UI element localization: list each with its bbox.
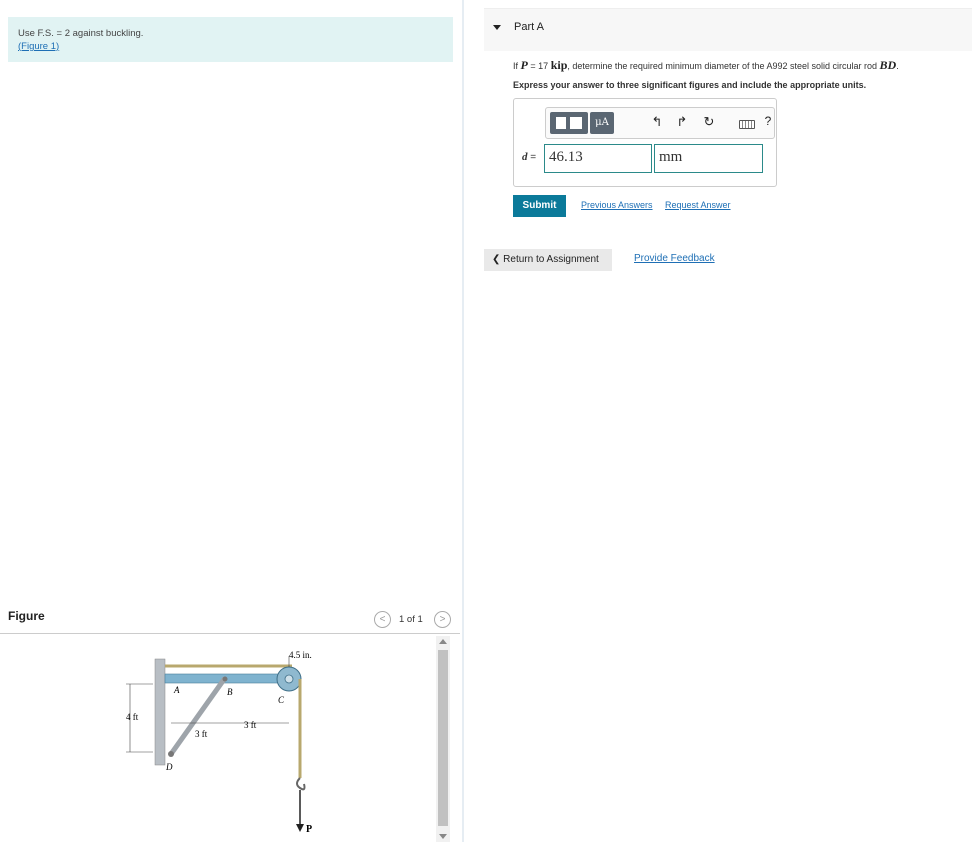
question-text: If P = 17 kip, determine the required minimum diameter of the A992 steel solid circular rod BD.	[513, 58, 899, 72]
keyboard-icon[interactable]	[739, 120, 755, 129]
label-3ft-left: 3 ft	[195, 729, 208, 739]
scroll-down-icon[interactable]	[439, 834, 447, 839]
problem-intro	[8, 17, 453, 62]
pin-b	[223, 677, 228, 682]
label-3ft-right: 3 ft	[244, 720, 257, 730]
undo-icon[interactable]: ↰	[651, 114, 663, 129]
units-button[interactable]: μA	[590, 112, 614, 134]
crane-diagram	[8, 638, 434, 842]
figure-image	[8, 638, 434, 842]
caret-down-icon	[493, 25, 501, 30]
templates-button[interactable]	[550, 112, 588, 134]
prev-figure-button[interactable]: <	[374, 611, 391, 628]
wall-plate	[155, 659, 165, 765]
hook-icon	[297, 778, 305, 789]
math-toolbar	[545, 107, 775, 139]
part-a-header[interactable]	[484, 8, 972, 51]
answer-panel	[464, 0, 972, 842]
answer-variable-label: d =	[522, 151, 537, 163]
label-d: D	[166, 762, 173, 772]
figure-header	[0, 604, 460, 634]
answer-entry-box	[513, 98, 777, 187]
label-a: A	[174, 685, 180, 695]
pin-d	[168, 751, 174, 757]
reset-icon[interactable]: ↻	[703, 114, 715, 129]
instruction-text: Express your answer to three significant figures and include the appropriate units.	[513, 80, 867, 90]
label-4ft: 4 ft	[126, 712, 139, 722]
scroll-up-icon[interactable]	[439, 639, 447, 644]
figure-link[interactable]: (Figure 1)	[18, 41, 60, 52]
chevron-left-icon: ❮	[492, 254, 501, 265]
var-p: P	[520, 58, 528, 72]
figure-pager: 1 of 1	[399, 614, 423, 625]
label-b: B	[227, 687, 233, 697]
scroll-thumb[interactable]	[438, 650, 448, 826]
figure-scrollbar[interactable]	[436, 636, 450, 842]
unit-kip: kip	[550, 58, 568, 72]
var-bd: BD	[879, 58, 897, 72]
unit-input[interactable]: mm	[654, 144, 763, 173]
return-to-assignment-button[interactable]	[484, 249, 612, 271]
label-45in: 4.5 in.	[289, 650, 312, 660]
value-input[interactable]: 46.13	[544, 144, 652, 173]
help-icon[interactable]: ?	[764, 114, 772, 128]
previous-answers-link[interactable]: Previous Answers	[581, 200, 653, 210]
problem-panel	[0, 0, 462, 842]
label-c: C	[278, 695, 285, 705]
figure-title: Figure	[8, 609, 45, 623]
intro-text: Use F.S. = 2 against buckling.	[18, 28, 144, 39]
next-figure-button[interactable]: >	[434, 611, 451, 628]
request-answer-link[interactable]: Request Answer	[665, 200, 731, 210]
part-title: Part A	[514, 21, 544, 33]
redo-icon[interactable]: ↱	[676, 114, 688, 129]
label-p: P	[306, 824, 313, 835]
return-label: Return to Assignment	[503, 254, 599, 265]
submit-button[interactable]: Submit	[513, 195, 566, 217]
provide-feedback-link[interactable]: Provide Feedback	[634, 253, 715, 264]
